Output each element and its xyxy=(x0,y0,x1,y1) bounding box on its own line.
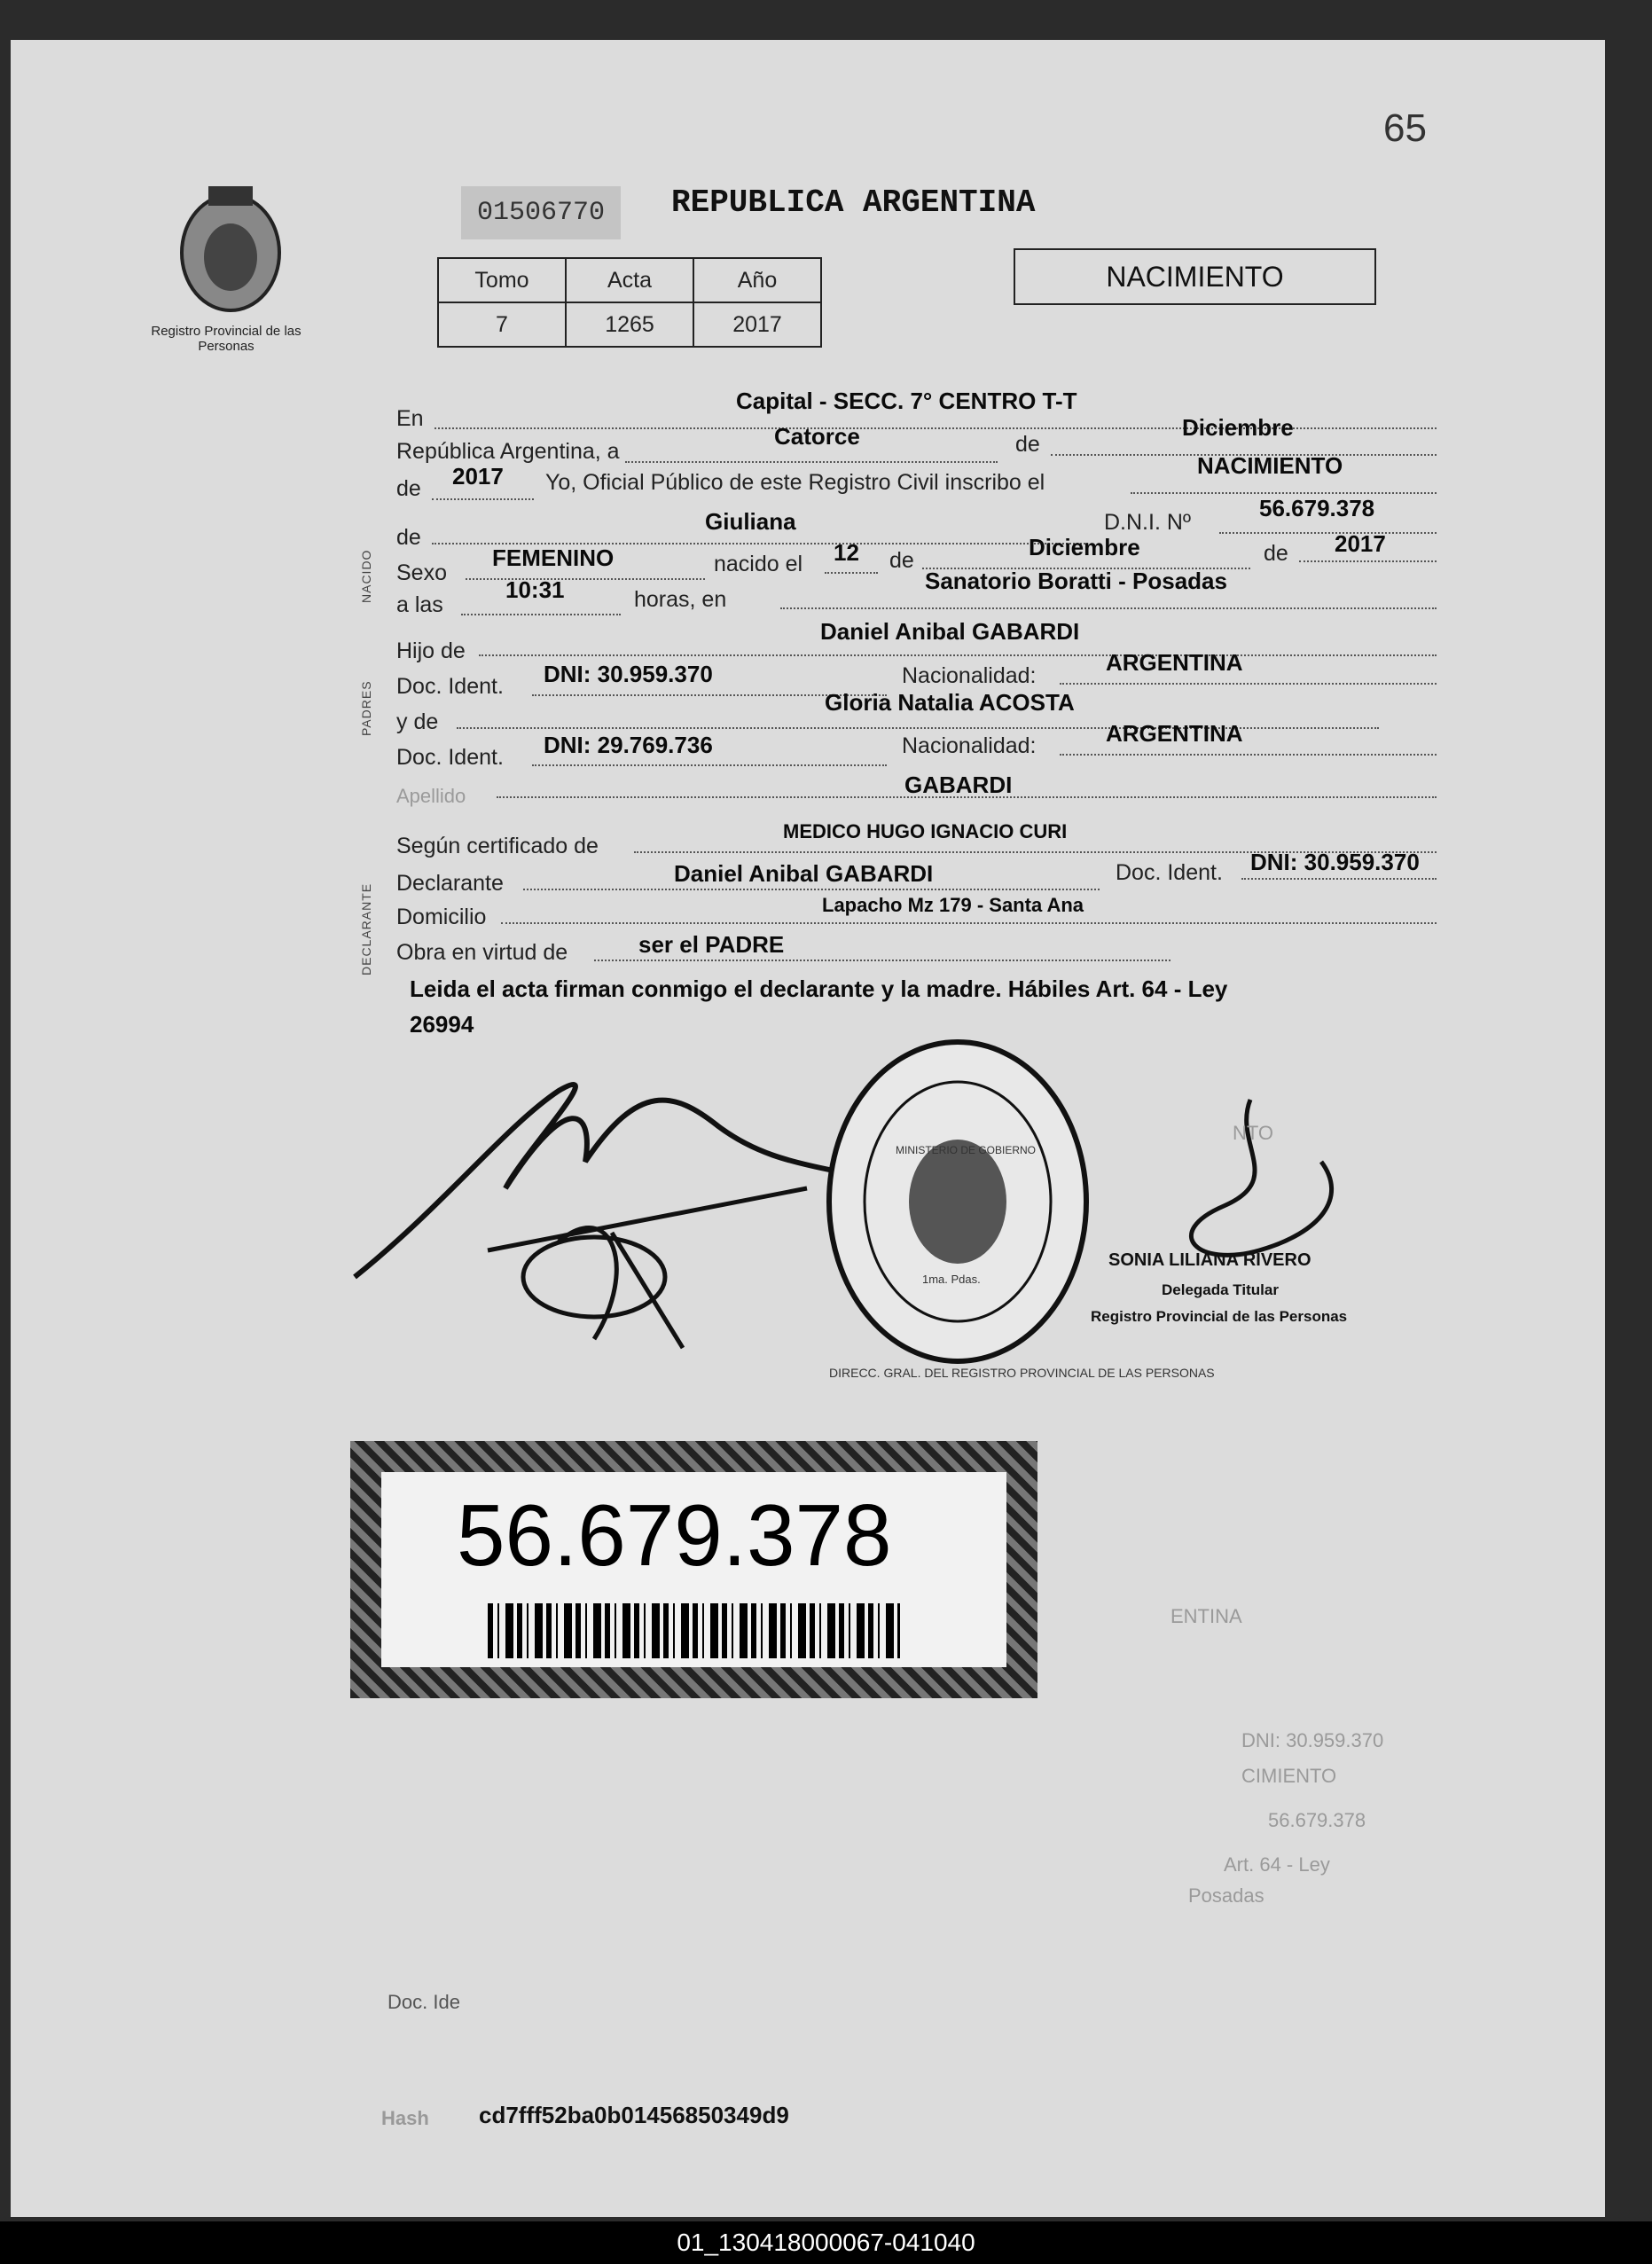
serial-number: 01506770 xyxy=(461,186,621,239)
decl-doc-value: DNI: 30.959.370 xyxy=(1250,849,1420,875)
bleed-text-1: NTO xyxy=(1233,1122,1274,1144)
domicilio-label: Domicilio xyxy=(396,905,487,929)
hash-prefix: Hash xyxy=(381,2107,429,2129)
certificado-value: MEDICO HUGO IGNACIO CURI xyxy=(783,820,1068,842)
side-label-nacido: NACIDO xyxy=(359,549,373,603)
padre-nac: ARGENTINA xyxy=(1106,649,1243,676)
year-value: 2017 xyxy=(452,463,504,490)
hash-value: cd7fff52ba0b01456850349d9 xyxy=(479,2102,789,2128)
de3-label: de xyxy=(396,525,421,550)
day-value: Catorce xyxy=(774,423,860,450)
declarante-value: Daniel Anibal GABARDI xyxy=(674,860,934,887)
seal-ring-text: DIRECC. GRAL. DEL REGISTRO PROVINCIAL DE LAS PERSONAS xyxy=(829,1366,1215,1380)
birth-year: 2017 xyxy=(1335,530,1386,557)
obra-label: Obra en virtud de xyxy=(396,940,568,965)
registry-table xyxy=(437,257,822,348)
birth-day: 12 xyxy=(834,539,859,566)
madre-nac: ARGENTINA xyxy=(1106,720,1243,747)
official-signature xyxy=(1144,1091,1374,1268)
nacido-label: nacido el xyxy=(714,552,803,576)
de-label: de xyxy=(1015,432,1040,457)
domicilio-value: Lapacho Mz 179 - Santa Ana xyxy=(822,894,1084,916)
bleed-text-6: Art. 64 - Ley xyxy=(1224,1853,1330,1876)
registry-label: Registro Provincial de las Personas xyxy=(151,324,301,354)
nac2-label: Nacionalidad: xyxy=(902,733,1037,758)
padre-doc: DNI: 30.959.370 xyxy=(544,661,713,687)
page-number: 65 xyxy=(1383,106,1427,150)
dni-value: 56.679.378 xyxy=(1259,495,1375,521)
dni-sticker-number: 56.679.378 xyxy=(457,1486,892,1584)
sexo-value: FEMENINO xyxy=(492,544,615,571)
madre-doc: DNI: 29.769.736 xyxy=(544,732,713,758)
birth-month: Diciembre xyxy=(1029,534,1140,560)
mother-signature xyxy=(505,1179,736,1357)
leida-text: Leida el acta firman conmigo el declarante y la madre. Hábiles Art. 64 - Ley xyxy=(410,975,1228,1002)
bleed-text-3: DNI: 30.959.370 xyxy=(1241,1729,1384,1751)
apellido-label: Apellido xyxy=(396,785,466,807)
tomo-header: Tomo xyxy=(438,258,566,302)
country-title: REPUBLICA ARGENTINA xyxy=(671,184,1036,221)
bleed-text-2: ENTINA xyxy=(1170,1605,1242,1627)
official-office: Registro Provincial de las Personas xyxy=(1091,1308,1348,1325)
de5-label: de xyxy=(1264,541,1288,566)
de4-label: de xyxy=(889,548,914,573)
doc-label: Doc. Ident. xyxy=(396,674,504,699)
acta-value: 1265 xyxy=(566,302,693,347)
obra-value: ser el PADRE xyxy=(638,931,785,958)
hora-value: 10:31 xyxy=(505,576,565,603)
en-label: En xyxy=(396,406,424,431)
ano-header: Año xyxy=(693,258,821,302)
official-role: Delegada Titular xyxy=(1162,1281,1279,1298)
yde-label: y de xyxy=(396,709,439,734)
padre-value: Daniel Anibal GABARDI xyxy=(820,618,1080,645)
alas-label: a las xyxy=(396,592,443,617)
official-name: SONIA LILIANA RIVERO xyxy=(1108,1250,1311,1270)
doc-ide-text: Doc. Ide xyxy=(388,1991,460,2013)
seal-bottom-text: 1ma. Pdas. xyxy=(922,1273,981,1286)
ano-value: 2017 xyxy=(693,302,821,347)
act-type-box: NACIMIENTO xyxy=(1014,248,1376,305)
month-value: Diciembre xyxy=(1182,414,1294,441)
lugar-value: Sanatorio Boratti - Posadas xyxy=(925,568,1227,594)
certificado-label: Según certificado de xyxy=(396,834,599,858)
nac-label: Nacionalidad: xyxy=(902,663,1037,688)
horas-label: horas, en xyxy=(634,587,727,612)
de2-label: de xyxy=(396,476,421,501)
side-label-declarante: DECLARANTE xyxy=(359,882,373,975)
official-seal xyxy=(816,1029,1100,1375)
doc2-label: Doc. Ident. xyxy=(396,745,504,770)
file-id-footer: 01_130418000067-041040 xyxy=(0,2221,1652,2264)
madre-value: Gloria Natalia ACOSTA xyxy=(825,689,1075,716)
inscribo-label: Yo, Oficial Público de este Registro Civil inscribo el xyxy=(545,470,1045,495)
apellido-value: GABARDI xyxy=(904,772,1013,798)
republica-label: República Argentina, a xyxy=(396,439,620,464)
declarante-label: Declarante xyxy=(396,871,504,896)
bleed-text-7: Posadas xyxy=(1188,1884,1264,1907)
decl-doc-label: Doc. Ident. xyxy=(1116,860,1223,885)
seal-inner-text: MINISTERIO DE GOBIERNO xyxy=(896,1144,1037,1156)
coat-of-arms-icon xyxy=(160,173,301,324)
side-label-padres: PADRES xyxy=(359,680,373,736)
acta-header: Acta xyxy=(566,258,693,302)
bleed-text-5: 56.679.378 xyxy=(1268,1809,1366,1831)
ley-number: 26994 xyxy=(410,1011,474,1038)
bleed-text-4: CIMIENTO xyxy=(1241,1765,1337,1787)
barcode xyxy=(488,1603,900,1658)
tomo-value: 7 xyxy=(438,302,566,347)
dni-sticker xyxy=(350,1441,1037,1698)
en-value: Capital - SECC. 7° CENTRO T-T xyxy=(736,388,1077,414)
dni-label: D.N.I. Nº xyxy=(1104,510,1192,535)
inscribo-value: NACIMIENTO xyxy=(1197,452,1343,479)
name-value: Giuliana xyxy=(705,508,796,535)
hijo-label: Hijo de xyxy=(396,638,466,663)
sexo-label: Sexo xyxy=(396,560,447,585)
